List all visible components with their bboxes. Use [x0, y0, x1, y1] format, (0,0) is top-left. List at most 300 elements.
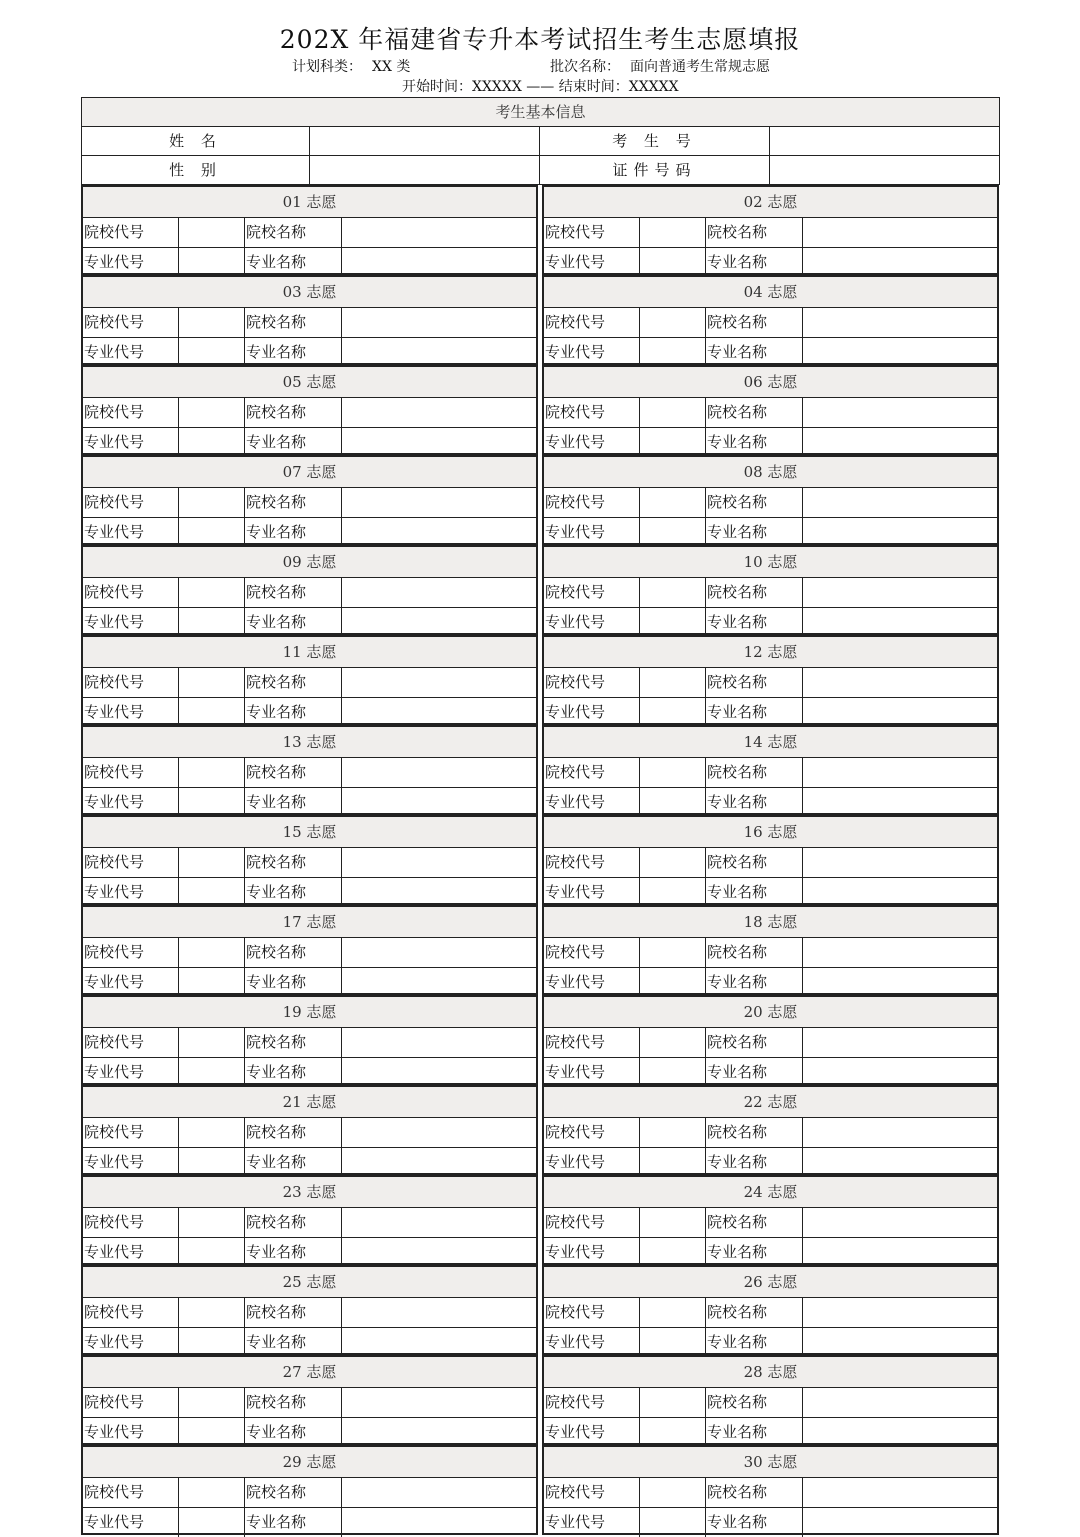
choice-pair	[81, 1085, 999, 1175]
major-name-field[interactable]	[803, 1148, 997, 1177]
major-name-label: 专业名称	[706, 1508, 803, 1537]
major-row	[544, 1058, 997, 1087]
school-row	[83, 1028, 536, 1058]
major-code-label: 专业代号	[83, 1238, 179, 1267]
major-code-label: 专业代号	[83, 608, 179, 637]
school-code-field[interactable]	[179, 938, 245, 967]
choice-title: 04 志愿	[544, 277, 997, 308]
major-name-label: 专业名称	[245, 788, 342, 817]
school-code-field[interactable]	[179, 1028, 245, 1057]
major-row	[544, 248, 997, 277]
major-code-label: 专业代号	[544, 878, 640, 907]
major-name-field[interactable]	[342, 518, 536, 547]
school-code-field[interactable]	[179, 758, 245, 787]
school-code-field[interactable]	[640, 1118, 706, 1147]
school-row	[83, 218, 536, 248]
school-name-field[interactable]	[342, 668, 536, 697]
major-code-label: 专业代号	[83, 1148, 179, 1177]
major-name-field[interactable]	[803, 518, 997, 547]
major-name-label: 专业名称	[245, 698, 342, 727]
school-name-field[interactable]	[803, 1388, 997, 1417]
major-code-label: 专业代号	[83, 338, 179, 367]
choices-grid	[81, 185, 999, 1535]
school-name-field[interactable]	[803, 488, 997, 517]
school-code-field[interactable]	[179, 398, 245, 427]
school-name-field[interactable]	[342, 1118, 536, 1147]
major-name-field[interactable]	[342, 698, 536, 727]
exam-number-field[interactable]	[770, 127, 1000, 156]
school-code-field[interactable]	[640, 308, 706, 337]
major-name-field[interactable]	[342, 1418, 536, 1447]
school-name-field[interactable]	[342, 578, 536, 607]
school-row	[544, 308, 997, 338]
school-row	[83, 578, 536, 608]
school-name-label: 院校名称	[245, 1298, 342, 1327]
school-name-label: 院校名称	[245, 668, 342, 697]
choice-title: 10 志愿	[544, 547, 997, 578]
school-name-label: 院校名称	[245, 1208, 342, 1237]
name-field[interactable]	[310, 127, 540, 156]
major-name-label: 专业名称	[706, 968, 803, 997]
major-name-field[interactable]	[342, 968, 536, 997]
choice-title: 12 志愿	[544, 637, 997, 668]
choice-block-28	[542, 1355, 999, 1445]
major-code-label: 专业代号	[83, 518, 179, 547]
school-row	[83, 938, 536, 968]
school-name-field[interactable]	[803, 1478, 997, 1507]
school-code-label: 院校代号	[83, 938, 179, 967]
school-code-label: 院校代号	[83, 1388, 179, 1417]
school-name-label: 院校名称	[245, 758, 342, 787]
school-row	[544, 1028, 997, 1058]
gender-label: 性 别	[82, 156, 310, 185]
major-name-field[interactable]	[803, 1508, 997, 1537]
school-row	[544, 1298, 997, 1328]
school-row	[544, 758, 997, 788]
major-name-label: 专业名称	[245, 248, 342, 277]
choice-block-22	[542, 1085, 999, 1175]
major-code-field[interactable]	[640, 1328, 706, 1357]
choice-title: 11 志愿	[83, 637, 536, 668]
major-name-field[interactable]	[803, 248, 997, 277]
major-name-field[interactable]	[803, 968, 997, 997]
school-name-label: 院校名称	[245, 398, 342, 427]
major-name-label: 专业名称	[245, 1058, 342, 1087]
school-name-label: 院校名称	[706, 1388, 803, 1417]
major-code-field[interactable]	[640, 608, 706, 637]
major-name-field[interactable]	[803, 1418, 997, 1447]
choice-pair	[81, 635, 999, 725]
school-code-label: 院校代号	[83, 218, 179, 247]
major-name-field[interactable]	[342, 608, 536, 637]
school-row	[544, 1478, 997, 1508]
major-name-field[interactable]	[803, 608, 997, 637]
major-code-field[interactable]	[640, 968, 706, 997]
major-code-field[interactable]	[640, 1148, 706, 1177]
choice-title: 19 志愿	[83, 997, 536, 1028]
school-code-label: 院校代号	[83, 1208, 179, 1237]
school-name-field[interactable]	[342, 1298, 536, 1327]
school-code-field[interactable]	[640, 848, 706, 877]
major-row	[544, 1328, 997, 1357]
choice-block-26	[542, 1265, 999, 1355]
school-code-field[interactable]	[179, 578, 245, 607]
major-name-field[interactable]	[342, 1238, 536, 1267]
choice-title: 03 志愿	[83, 277, 536, 308]
school-code-field[interactable]	[640, 398, 706, 427]
school-row	[83, 1208, 536, 1238]
school-code-field[interactable]	[179, 308, 245, 337]
choice-block-20	[542, 995, 999, 1085]
school-name-field[interactable]	[342, 488, 536, 517]
major-code-label: 专业代号	[544, 608, 640, 637]
school-name-field[interactable]	[803, 938, 997, 967]
major-name-label: 专业名称	[245, 338, 342, 367]
school-name-field[interactable]	[342, 848, 536, 877]
id-number-label: 证件号码	[540, 156, 770, 185]
time-range	[402, 78, 679, 96]
choice-block-13	[81, 725, 538, 815]
school-row	[544, 938, 997, 968]
major-name-field[interactable]	[803, 338, 997, 367]
major-name-field[interactable]	[803, 428, 997, 457]
major-code-label: 专业代号	[544, 338, 640, 367]
school-name-label: 院校名称	[245, 578, 342, 607]
major-code-field[interactable]	[179, 518, 245, 547]
school-code-field[interactable]	[640, 668, 706, 697]
school-code-label: 院校代号	[83, 1298, 179, 1327]
major-code-field[interactable]	[640, 1238, 706, 1267]
major-code-field[interactable]	[179, 1328, 245, 1357]
major-code-label: 专业代号	[83, 878, 179, 907]
school-code-field[interactable]	[179, 488, 245, 517]
school-row	[544, 218, 997, 248]
school-row	[544, 488, 997, 518]
school-code-label: 院校代号	[544, 578, 640, 607]
major-name-field[interactable]	[803, 1238, 997, 1267]
school-code-label: 院校代号	[544, 308, 640, 337]
choice-pair	[81, 1175, 999, 1265]
school-code-field[interactable]	[640, 1208, 706, 1237]
major-code-field[interactable]	[640, 248, 706, 277]
school-name-field[interactable]	[803, 668, 997, 697]
school-name-field[interactable]	[803, 398, 997, 427]
major-name-field[interactable]	[803, 1328, 997, 1357]
major-name-field[interactable]	[342, 878, 536, 907]
school-code-label: 院校代号	[544, 758, 640, 787]
school-code-label: 院校代号	[83, 668, 179, 697]
major-code-label: 专业代号	[544, 1238, 640, 1267]
major-name-field[interactable]	[342, 248, 536, 277]
major-code-label: 专业代号	[544, 968, 640, 997]
major-name-label: 专业名称	[245, 518, 342, 547]
school-code-field[interactable]	[179, 1478, 245, 1507]
school-code-field[interactable]	[640, 758, 706, 787]
school-code-field[interactable]	[179, 218, 245, 247]
choice-block-5	[81, 365, 538, 455]
school-name-label: 院校名称	[245, 848, 342, 877]
school-name-label: 院校名称	[706, 848, 803, 877]
school-name-field[interactable]	[803, 1028, 997, 1057]
major-code-field[interactable]	[179, 338, 245, 367]
major-code-field[interactable]	[179, 1058, 245, 1087]
choice-title: 05 志愿	[83, 367, 536, 398]
school-code-label: 院校代号	[544, 848, 640, 877]
school-code-field[interactable]	[640, 218, 706, 247]
major-row	[544, 1418, 997, 1447]
school-name-label: 院校名称	[245, 1028, 342, 1057]
school-code-label: 院校代号	[544, 1028, 640, 1057]
major-row	[83, 788, 536, 817]
school-name-field[interactable]	[342, 398, 536, 427]
choice-block-19	[81, 995, 538, 1085]
choice-block-17	[81, 905, 538, 995]
choice-title: 22 志愿	[544, 1087, 997, 1118]
major-name-field[interactable]	[342, 1328, 536, 1357]
choice-block-27	[81, 1355, 538, 1445]
major-code-label: 专业代号	[83, 788, 179, 817]
major-code-label: 专业代号	[83, 1058, 179, 1087]
student-info-header: 考生基本信息	[82, 98, 1000, 127]
major-code-field[interactable]	[640, 1508, 706, 1537]
major-name-field[interactable]	[342, 788, 536, 817]
choice-pair	[81, 1355, 999, 1445]
school-row	[83, 1478, 536, 1508]
major-code-field[interactable]	[179, 248, 245, 277]
major-row	[83, 878, 536, 907]
school-name-field[interactable]	[803, 1208, 997, 1237]
school-name-field[interactable]	[342, 1388, 536, 1417]
major-name-label: 专业名称	[706, 338, 803, 367]
major-row	[544, 608, 997, 637]
choice-title: 29 志愿	[83, 1447, 536, 1478]
school-name-field[interactable]	[803, 1118, 997, 1147]
school-code-label: 院校代号	[544, 488, 640, 517]
major-row	[544, 1238, 997, 1267]
major-row	[544, 968, 997, 997]
school-code-field[interactable]	[640, 578, 706, 607]
school-code-field[interactable]	[179, 668, 245, 697]
major-code-label: 专业代号	[544, 1328, 640, 1357]
exam-number-label: 考 生 号	[540, 127, 770, 156]
major-name-field[interactable]	[342, 1148, 536, 1177]
major-row	[83, 1058, 536, 1087]
major-row	[544, 1508, 997, 1537]
school-code-label: 院校代号	[544, 1298, 640, 1327]
school-code-field[interactable]	[179, 1388, 245, 1417]
school-name-label: 院校名称	[706, 1298, 803, 1327]
school-row	[544, 848, 997, 878]
choice-title: 14 志愿	[544, 727, 997, 758]
school-name-field[interactable]	[342, 1028, 536, 1057]
school-name-label: 院校名称	[706, 1208, 803, 1237]
school-code-label: 院校代号	[83, 758, 179, 787]
school-name-field[interactable]	[342, 308, 536, 337]
school-code-field[interactable]	[640, 938, 706, 967]
major-name-label: 专业名称	[706, 248, 803, 277]
student-info-table	[81, 97, 1000, 185]
major-code-label: 专业代号	[83, 1328, 179, 1357]
school-name-field[interactable]	[803, 1298, 997, 1327]
major-row	[83, 1238, 536, 1267]
school-code-field[interactable]	[640, 488, 706, 517]
school-code-field[interactable]	[179, 848, 245, 877]
school-code-label: 院校代号	[544, 398, 640, 427]
plan-category	[292, 58, 410, 76]
major-code-field[interactable]	[640, 698, 706, 727]
school-code-label: 院校代号	[544, 218, 640, 247]
school-name-field[interactable]	[803, 758, 997, 787]
major-name-label: 专业名称	[706, 878, 803, 907]
choice-block-30	[542, 1445, 999, 1535]
major-code-field[interactable]	[179, 878, 245, 907]
school-code-label: 院校代号	[544, 1478, 640, 1507]
major-row	[544, 1148, 997, 1177]
major-code-field[interactable]	[179, 698, 245, 727]
school-name-label: 院校名称	[706, 938, 803, 967]
major-code-field[interactable]	[179, 1418, 245, 1447]
school-name-field[interactable]	[342, 758, 536, 787]
major-name-field[interactable]	[803, 698, 997, 727]
major-name-label: 专业名称	[245, 1328, 342, 1357]
school-code-field[interactable]	[640, 1298, 706, 1327]
school-row	[83, 1388, 536, 1418]
major-code-field[interactable]	[179, 428, 245, 457]
school-code-field[interactable]	[179, 1208, 245, 1237]
choice-title: 20 志愿	[544, 997, 997, 1028]
school-code-field[interactable]	[640, 1478, 706, 1507]
major-row	[544, 698, 997, 727]
choice-title: 09 志愿	[83, 547, 536, 578]
school-name-field[interactable]	[803, 308, 997, 337]
choice-block-4	[542, 275, 999, 365]
school-name-label: 院校名称	[706, 668, 803, 697]
choice-block-9	[81, 545, 538, 635]
major-code-field[interactable]	[640, 518, 706, 547]
school-name-label: 院校名称	[245, 218, 342, 247]
major-name-label: 专业名称	[706, 1328, 803, 1357]
school-row	[83, 398, 536, 428]
end-time-label: 结束时间：	[558, 79, 629, 95]
major-code-field[interactable]	[179, 1148, 245, 1177]
id-number-field[interactable]	[770, 156, 1000, 185]
school-code-label: 院校代号	[83, 578, 179, 607]
major-name-field[interactable]	[342, 428, 536, 457]
major-name-label: 专业名称	[706, 1058, 803, 1087]
school-code-label: 院校代号	[83, 1478, 179, 1507]
school-name-label: 院校名称	[706, 1118, 803, 1147]
major-name-field[interactable]	[342, 1058, 536, 1087]
school-code-field[interactable]	[179, 1118, 245, 1147]
major-code-field[interactable]	[179, 968, 245, 997]
end-time-value: XXXXX	[628, 79, 679, 95]
choice-title: 18 志愿	[544, 907, 997, 938]
major-row	[83, 698, 536, 727]
major-code-label: 专业代号	[544, 1418, 640, 1447]
school-name-label: 院校名称	[245, 1478, 342, 1507]
major-code-field[interactable]	[640, 1058, 706, 1087]
choice-title: 30 志愿	[544, 1447, 997, 1478]
major-code-field[interactable]	[179, 788, 245, 817]
time-separator: ——	[526, 79, 555, 95]
major-name-field[interactable]	[342, 338, 536, 367]
batch-name-value: 面向普通考生常规志愿	[630, 59, 770, 75]
major-name-field[interactable]	[803, 878, 997, 907]
major-name-field[interactable]	[803, 788, 997, 817]
school-row	[83, 1298, 536, 1328]
major-code-field[interactable]	[640, 878, 706, 907]
choice-title: 15 志愿	[83, 817, 536, 848]
batch-name-label: 批次名称：	[550, 59, 620, 75]
major-name-label: 专业名称	[245, 428, 342, 457]
major-name-label: 专业名称	[245, 1418, 342, 1447]
school-code-field[interactable]	[179, 1298, 245, 1327]
choice-block-24	[542, 1175, 999, 1265]
gender-field[interactable]	[310, 156, 540, 185]
school-row	[544, 668, 997, 698]
major-name-label: 专业名称	[706, 608, 803, 637]
choice-block-21	[81, 1085, 538, 1175]
choice-pair	[81, 185, 999, 275]
school-code-label: 院校代号	[83, 308, 179, 337]
major-code-label: 专业代号	[544, 788, 640, 817]
major-code-field[interactable]	[640, 1418, 706, 1447]
major-code-field[interactable]	[640, 428, 706, 457]
school-code-label: 院校代号	[544, 1388, 640, 1417]
major-code-label: 专业代号	[544, 248, 640, 277]
major-code-label: 专业代号	[544, 518, 640, 547]
major-code-label: 专业代号	[83, 1418, 179, 1447]
form-title: 202X 年福建省专升本考试招生考生志愿填报	[279, 25, 801, 54]
school-name-field[interactable]	[342, 218, 536, 247]
school-row	[544, 578, 997, 608]
choice-title: 24 志愿	[544, 1177, 997, 1208]
school-code-field[interactable]	[640, 1388, 706, 1417]
school-row	[544, 398, 997, 428]
choice-pair	[81, 815, 999, 905]
school-row	[544, 1208, 997, 1238]
school-row	[83, 308, 536, 338]
major-row	[544, 428, 997, 457]
school-name-label: 院校名称	[245, 1388, 342, 1417]
major-code-field[interactable]	[179, 1508, 245, 1537]
major-code-field[interactable]	[640, 338, 706, 367]
school-row	[544, 1118, 997, 1148]
school-name-field[interactable]	[803, 848, 997, 877]
choice-pair	[81, 1445, 999, 1535]
major-name-label: 专业名称	[706, 428, 803, 457]
school-name-field[interactable]	[803, 578, 997, 607]
school-code-field[interactable]	[640, 1028, 706, 1057]
major-name-field[interactable]	[342, 1508, 536, 1537]
major-code-field[interactable]	[179, 608, 245, 637]
major-name-field[interactable]	[803, 1058, 997, 1087]
school-code-label: 院校代号	[83, 488, 179, 517]
major-name-label: 专业名称	[245, 878, 342, 907]
choice-pair	[81, 275, 999, 365]
school-name-field[interactable]	[342, 1478, 536, 1507]
school-name-field[interactable]	[342, 1208, 536, 1237]
major-row	[544, 338, 997, 367]
choice-title: 02 志愿	[544, 187, 997, 218]
school-code-label: 院校代号	[544, 668, 640, 697]
choice-pair	[81, 725, 999, 815]
major-row	[83, 968, 536, 997]
school-name-field[interactable]	[342, 938, 536, 967]
major-code-field[interactable]	[179, 1238, 245, 1267]
school-name-field[interactable]	[803, 218, 997, 247]
major-code-field[interactable]	[640, 788, 706, 817]
